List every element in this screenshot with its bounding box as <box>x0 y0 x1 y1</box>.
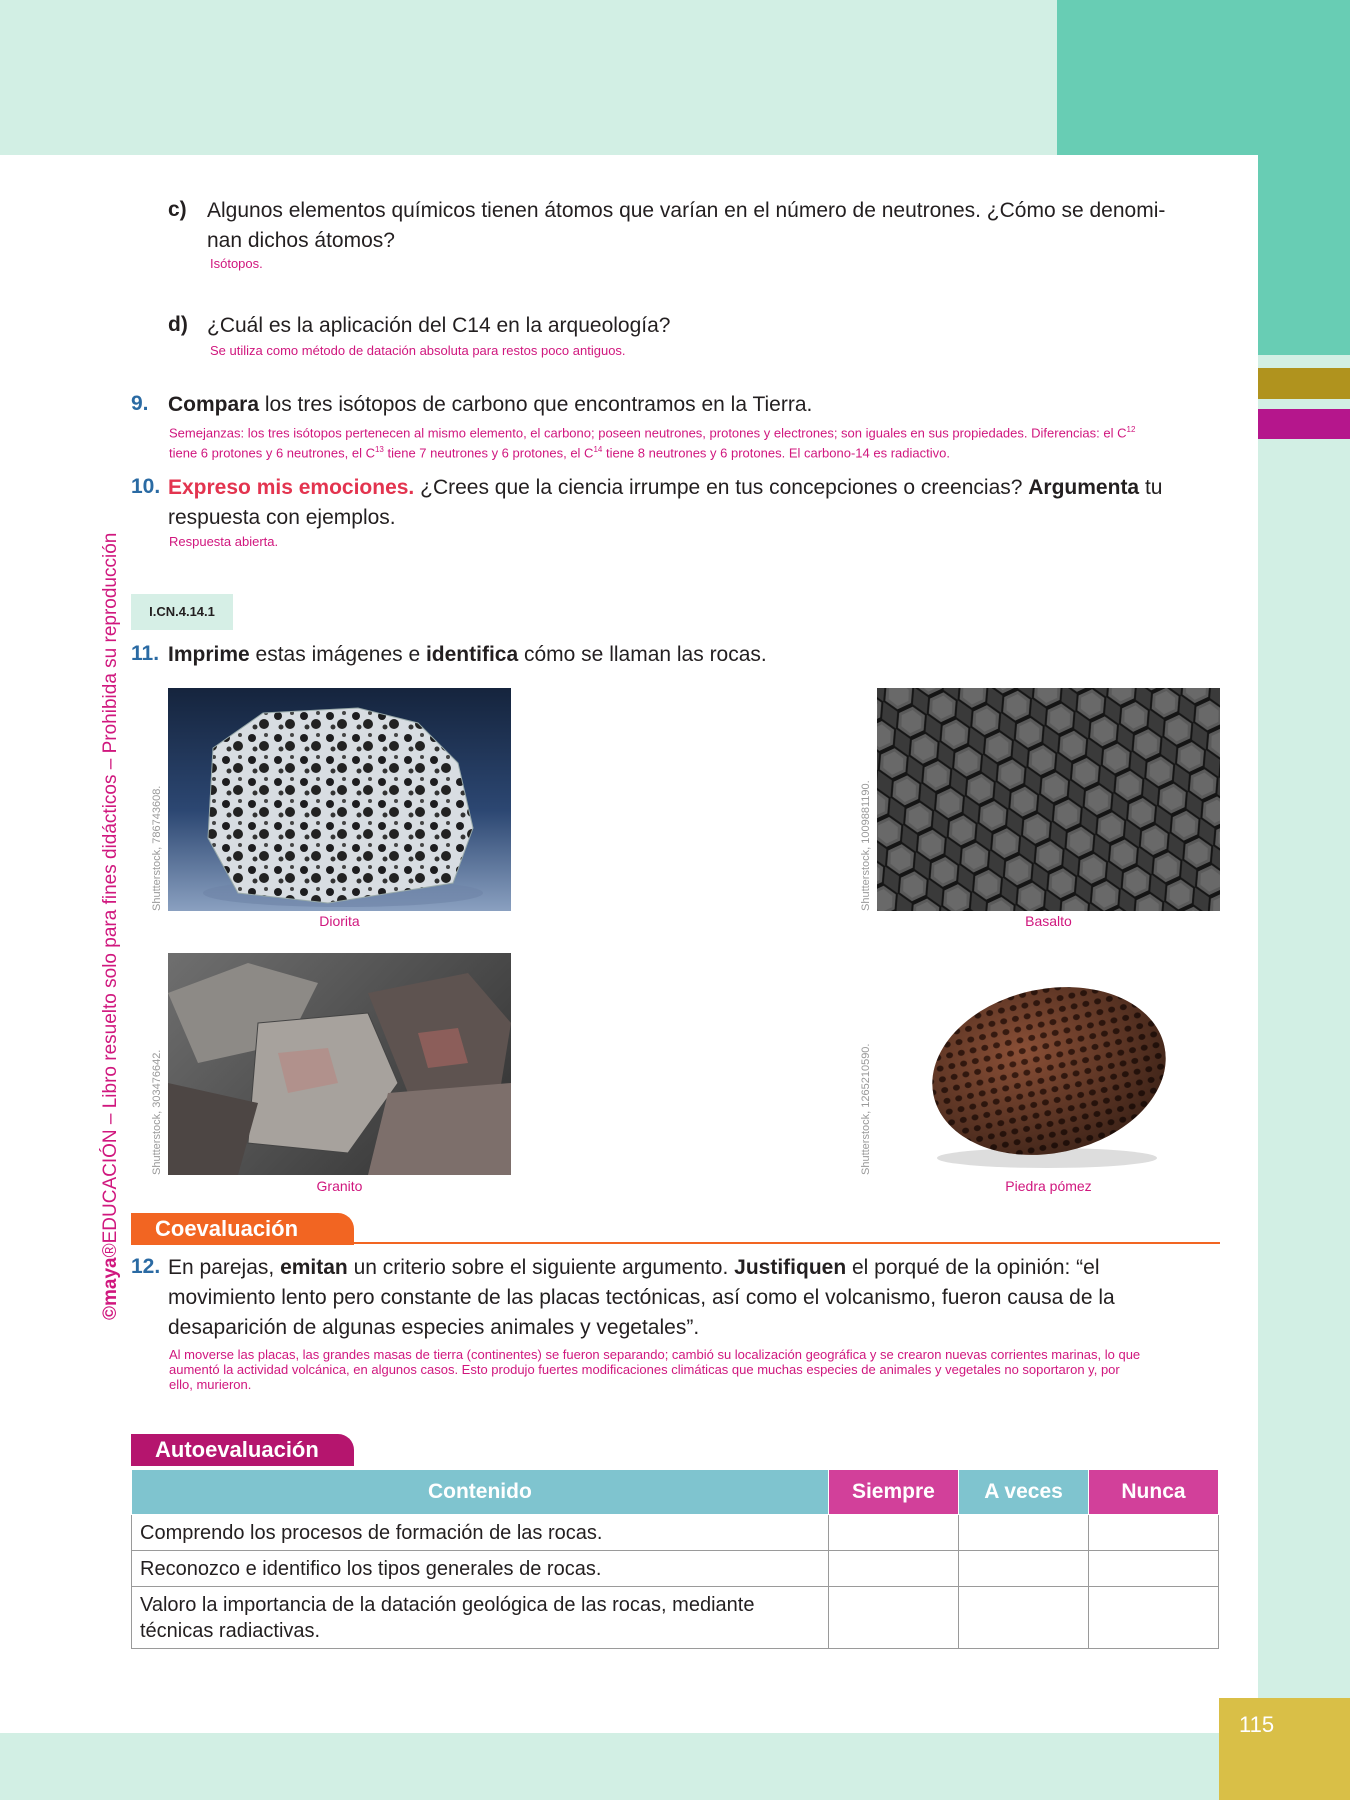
checkbox-cell-nunca[interactable] <box>1088 1587 1218 1649</box>
question-d-answer: Se utiliza como método de datación absoluta para restos poco antiguos. <box>210 343 626 358</box>
table-row <box>132 1551 1219 1587</box>
basalt-caption: Basalto <box>1025 913 1072 929</box>
question-12-line2: movimiento lento pero constante de las placas tectónicas, así como el volcanismo, fueron causa de la <box>168 1286 1115 1309</box>
question-c-line1: Algunos elementos químicos tienen átomos que varían en el número de neutrones. ¿Cómo se denomi- <box>207 199 1166 222</box>
question-12-line3: desaparición de algunas especies animales y vegetales”. <box>168 1316 700 1339</box>
question-9-number: 9. <box>131 392 149 415</box>
coevaluacion-rule <box>131 1242 1220 1244</box>
bottom-band <box>0 1733 1350 1800</box>
question-c-letter: c) <box>168 198 187 221</box>
question-10-number: 10. <box>131 475 161 498</box>
question-11-text: Imprime estas imágenes e identifica cómo se llaman las rocas. <box>168 643 767 666</box>
autoevaluacion-table <box>131 1469 1219 1649</box>
header-nunca: Nunca <box>1088 1470 1218 1515</box>
right-strip <box>1258 355 1350 1733</box>
question-c-line2: nan dichos átomos? <box>207 229 395 252</box>
diorite-caption: Diorita <box>319 913 360 929</box>
question-d-text: ¿Cuál es la aplicación del C14 en la arqueología? <box>207 314 671 337</box>
top-band <box>0 0 1057 155</box>
table-row <box>132 1515 1219 1551</box>
granite-photo <box>168 953 511 1175</box>
question-9-answer-line2: tiene 6 protones y 6 neutrones, el $C^{13}$ tiene 7 neutrones y 6 protones, el $C^{14}$ tiene 8 neutrones y 6 protones. El carbono-14 es radiactivo. <box>169 445 950 461</box>
question-12-line1: En parejas, emitan un criterio sobre el siguiente argumento. Justifiquen el porqué de la opinión: “el <box>168 1256 1100 1279</box>
diorite-photo <box>168 688 511 911</box>
olive-tab <box>1258 368 1350 399</box>
question-d-letter: d) <box>168 313 188 336</box>
table-row <box>132 1587 1219 1649</box>
checkbox-cell-siempre[interactable] <box>828 1587 958 1649</box>
question-c-answer: Isótopos. <box>210 256 263 271</box>
checkbox-cell-siempre[interactable] <box>828 1551 958 1587</box>
question-10-text: Expreso mis emociones. ¿Crees que la ciencia irrumpe en tus concepciones o creencias? Argumenta tu <box>168 476 1163 499</box>
header-a-veces: A veces <box>959 1470 1089 1515</box>
question-12-answer-line2: aumentó la actividad volcánica, en algunos casos. Esto produjo fuertes modificaciones climáticas que muchas especies de animales y vegetales no soportaron y, por <box>169 1362 1120 1377</box>
question-12-answer-line3: ello, murieron. <box>169 1377 252 1392</box>
checkbox-cell-nunca[interactable] <box>1088 1515 1218 1551</box>
magenta-tab <box>1258 409 1350 439</box>
row-content: Reconozco e identifico los tipos generales de rocas. <box>132 1551 829 1587</box>
diorite-credit: Shutterstock, 786743608. <box>151 785 163 911</box>
pumice-caption: Piedra pómez <box>1005 1178 1092 1194</box>
header-siempre: Siempre <box>828 1470 958 1515</box>
question-10-line2: respuesta con ejemplos. <box>168 506 396 529</box>
row-content: Comprendo los procesos de formación de las rocas. <box>132 1515 829 1551</box>
question-12-answer-line1: Al moverse las placas, las grandes masas de tierra (continentes) se fueron separando; cambió su localización geográfica y se crearon nuevas corrientes marinas, lo que <box>169 1347 1141 1362</box>
checkbox-cell-a-veces[interactable] <box>959 1587 1089 1649</box>
checkbox-cell-a-veces[interactable] <box>959 1515 1089 1551</box>
checkbox-cell-nunca[interactable] <box>1088 1551 1218 1587</box>
granite-caption: Granito <box>316 1178 363 1194</box>
checkbox-cell-siempre[interactable] <box>828 1515 958 1551</box>
basalt-photo <box>877 688 1220 911</box>
copyright-note: ©maya®EDUCACIÓN – Libro resuelto solo para fines didácticos – Prohibida su reproducción <box>100 532 121 1320</box>
question-11-number: 11. <box>131 642 160 665</box>
page-number: 115 <box>1219 1698 1350 1800</box>
header-contenido: Contenido <box>132 1470 829 1515</box>
row-content: Valoro la importancia de la datación geológica de las rocas, mediante técnicas radiactivas. <box>132 1587 829 1649</box>
question-10-answer: Respuesta abierta. <box>169 534 279 549</box>
question-9-text: Compara los tres isótopos de carbono que encontramos en la Tierra. <box>168 393 813 416</box>
question-9-answer-line1: Semejanzas: los tres isótopos pertenecen al mismo elemento, el carbono; poseen neutrones, protones y electrones; son iguales en sus propiedades. Diferencias: el $C^{12}$ <box>169 425 1136 441</box>
pumice-credit: Shutterstock, 1265210590. <box>860 1043 872 1175</box>
question-12-number: 12. <box>131 1255 161 1278</box>
basalt-credit: Shutterstock, 1009881190. <box>860 780 872 911</box>
pumice-photo <box>877 953 1220 1175</box>
indicator-code: I.CN.4.14.1 <box>131 594 233 630</box>
granite-credit: Shutterstock, 303476642. <box>151 1049 163 1175</box>
autoevaluacion-title: Autoevaluación <box>131 1434 354 1466</box>
coevaluacion-title: Coevaluación <box>131 1213 354 1245</box>
checkbox-cell-a-veces[interactable] <box>959 1551 1089 1587</box>
